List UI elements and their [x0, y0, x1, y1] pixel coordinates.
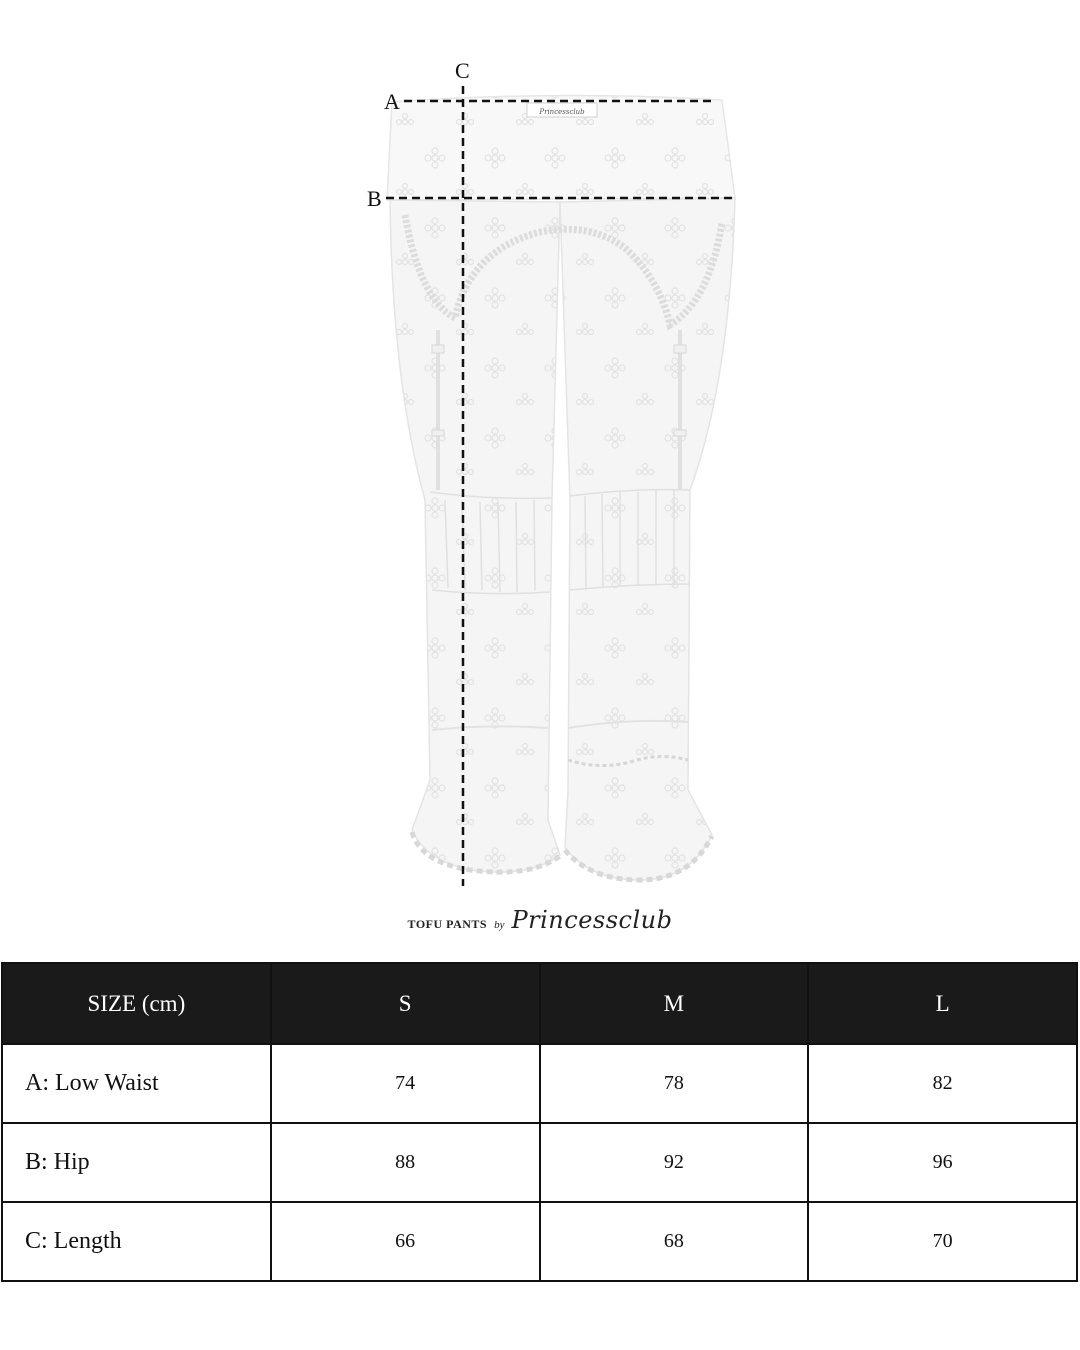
caption-by: by: [494, 919, 505, 931]
measure-label-a: A: [384, 89, 400, 114]
product-caption: [0, 906, 1080, 934]
table-cell: 82: [808, 1044, 1077, 1123]
measure-label-c: C: [455, 58, 470, 83]
table-row: [2, 1123, 1077, 1202]
table-cell: 96: [808, 1123, 1077, 1202]
header-cell-size: SIZE (cm): [2, 963, 271, 1044]
table-row: [2, 1044, 1077, 1123]
row-label: B: Hip: [2, 1123, 271, 1202]
table-header-row: [2, 963, 1077, 1044]
product-name: TOFU PANTS: [407, 917, 488, 931]
table-cell: 66: [271, 1202, 540, 1281]
measure-label-b: B: [367, 186, 382, 211]
table-cell: 88: [271, 1123, 540, 1202]
table-cell: 68: [540, 1202, 809, 1281]
size-chart-table: [1, 962, 1078, 1282]
garment-tag-text: Princessclub: [539, 108, 585, 116]
row-label: C: Length: [2, 1202, 271, 1281]
table-cell: 70: [808, 1202, 1077, 1281]
table-row: [2, 1202, 1077, 1281]
header-cell-l: L: [808, 963, 1077, 1044]
table-cell: 78: [540, 1044, 809, 1123]
header-cell-s: S: [271, 963, 540, 1044]
table-cell: 92: [540, 1123, 809, 1202]
table-cell: 74: [271, 1044, 540, 1123]
brand-logo: Princessclub: [511, 906, 673, 934]
row-label: A: Low Waist: [2, 1044, 271, 1123]
header-cell-m: M: [540, 963, 809, 1044]
